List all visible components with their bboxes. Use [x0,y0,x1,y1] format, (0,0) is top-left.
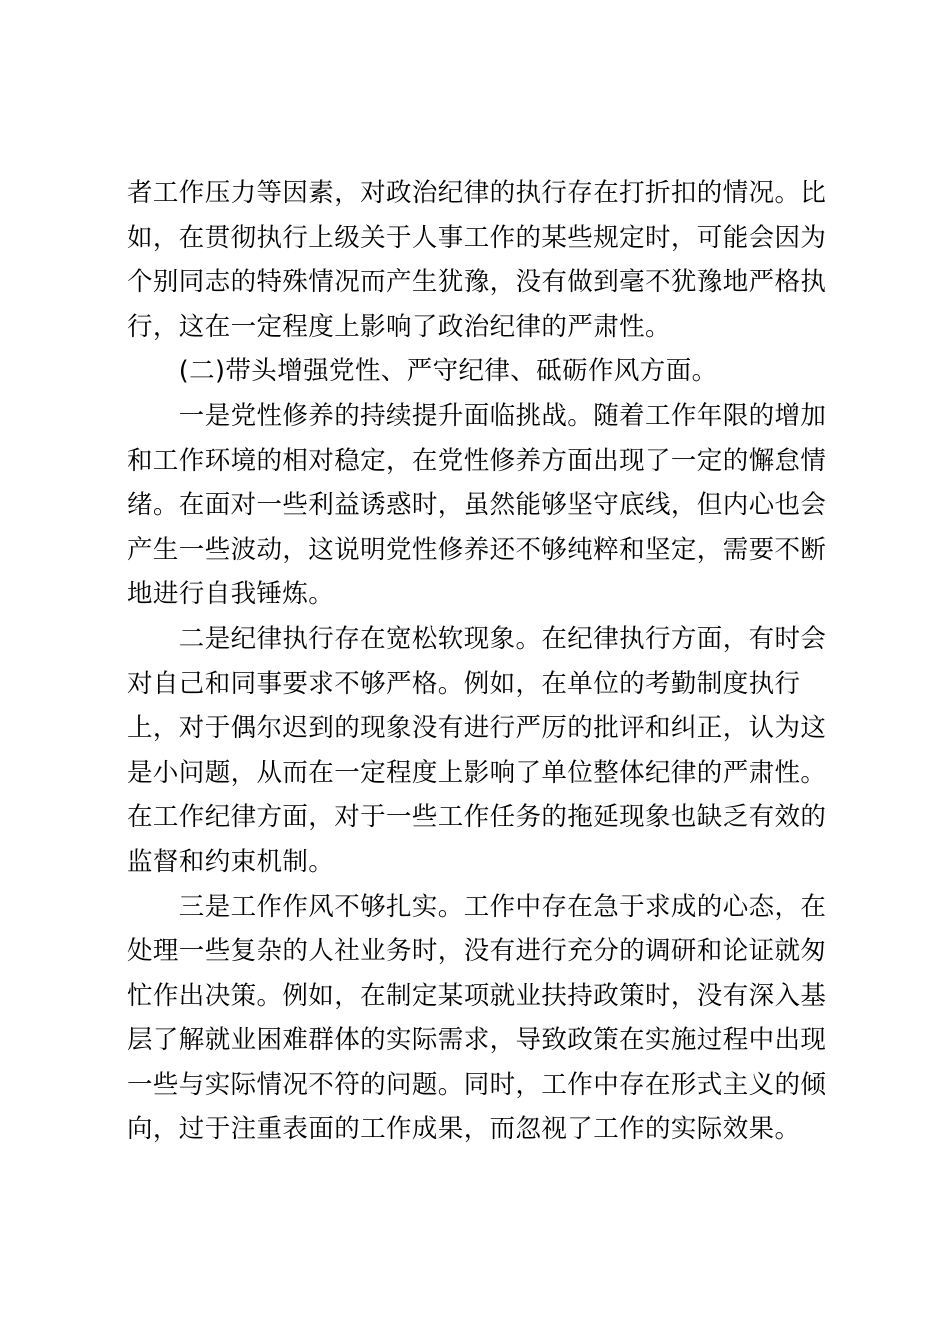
text-line: 对自己和同事要求不够严格。例如，在单位的考勤制度执行 [127,668,801,699]
text-line: 是小问题，从而在一定程度上影响了单位整体纪律的严肃性。 [127,757,827,788]
text-line: 层了解就业困难群体的实际需求，导致政策在实施过程中出现 [127,1025,827,1056]
text-line: 二是纪律执行存在宽松软现象。在纪律执行方面，有时会 [127,623,827,654]
section-heading-text: (二)带头增强党性、严守纪律、砥砺作风方面。 [127,356,718,387]
text-line: 在工作纪律方面，对于一些工作任务的拖延现象也缺乏有效的 [127,802,827,833]
text-line: 和工作环境的相对稳定，在党性修养方面出现了一定的懈怠情 [127,445,827,476]
section-heading [127,349,819,394]
text-line: 如，在贯彻执行上级关于人事工作的某些规定时，可能会因为 [127,222,827,253]
paragraph-work-style [127,885,827,1153]
text-line: 一是党性修养的持续提升面临挑战。随着工作年限的增加 [127,400,827,431]
text-line: 行，这在一定程度上影响了政治纪律的严肃性。 [127,311,671,342]
document-body [127,171,827,1152]
text-line: 上，对于偶尔迟到的现象没有进行严厉的批评和纠正，认为这 [127,713,827,744]
text-line: 地进行自我锤炼。 [127,579,335,610]
text-line: 一些与实际情况不符的问题。同时，工作中存在形式主义的倾 [127,1069,827,1100]
text-line: 者工作压力等因素，对政治纪律的执行存在打折扣的情况。比 [127,178,827,208]
text-line: 处理一些复杂的人社业务时，没有进行充分的调研和论证就匆 [127,936,827,967]
text-line: 产生一些波动，这说明党性修养还不够纯粹和坚定，需要不断 [127,534,827,565]
paragraph-party-spirit [127,394,827,617]
text-line: 向，过于注重表面的工作成果，而忽视了工作的实际效果。 [127,1114,801,1145]
text-line: 监督和约束机制。 [127,846,335,877]
text-line: 绪。在面对一些利益诱惑时，虽然能够坚守底线，但内心也会 [127,490,827,521]
text-line: 三是工作作风不够扎实。工作中存在急于求成的心态，在 [127,891,827,922]
paragraph-discipline-enforcement [127,617,827,885]
text-line: 忙作出决策。例如，在制定某项就业扶持政策时，没有深入基 [127,980,827,1011]
paragraph-political-discipline-continued [127,171,827,349]
text-line: 个别同志的特殊情况而产生犹豫，没有做到毫不犹豫地严格执 [127,267,827,298]
